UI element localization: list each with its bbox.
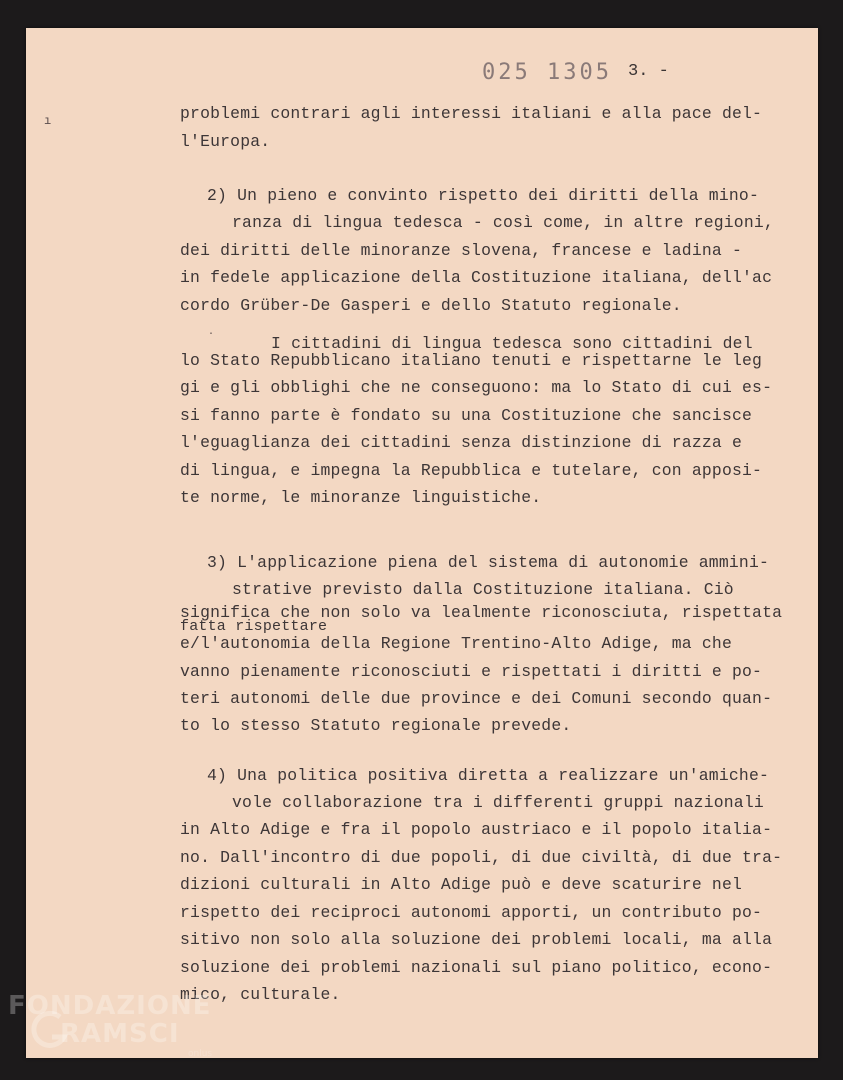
archive-stamp-number: 025 1305 xyxy=(482,60,612,85)
text-line: dei diritti delle minoranze slovena, francese e ladina - xyxy=(180,241,743,260)
text-line: vole collaborazione tra i differenti gruppi nazionali xyxy=(232,793,764,812)
text-line: si fanno parte è fondato su una Costituzione che sancisce xyxy=(180,406,753,425)
text-line: mico, culturale. xyxy=(180,985,341,1004)
text-line: 2) Un pieno e convinto rispetto dei diritti della mino- xyxy=(207,186,759,205)
text-line: no. Dall'incontro di due popoli, di due civiltà, di due tra- xyxy=(180,848,783,867)
margin-mark: ı xyxy=(44,114,52,128)
text-line: in Alto Adige e fra il popolo austriaco e il popolo italia- xyxy=(180,820,773,839)
text-line: vanno pienamente riconosciuti e rispettati i diritti e po- xyxy=(180,662,763,681)
text-line: sitivo non solo alla soluzione dei problemi locali, ma alla xyxy=(180,930,773,949)
text-line: l'Europa. xyxy=(180,132,271,151)
text-line: problemi contrari agli interessi italiani e alla pace del- xyxy=(180,104,763,123)
inserted-line: fatta rispettare xyxy=(180,618,328,635)
text-line: di lingua, e impegna la Repubblica e tutelare, con apposi- xyxy=(180,461,763,480)
watermark-line2: RAMSCI xyxy=(60,1019,180,1049)
text-line: dizioni culturali in Alto Adige può e deve scaturire nel xyxy=(180,875,743,894)
page-number: 3. - xyxy=(628,62,669,81)
text-line: to lo stesso Statuto regionale prevede. xyxy=(180,716,572,735)
fondazione-gramsci-watermark xyxy=(0,985,220,1080)
text-line: l'eguaglianza dei cittadini senza distinzione di razza e xyxy=(180,433,743,452)
text-line: 4) Una politica positiva diretta a realizzare un'amiche- xyxy=(207,766,770,785)
text-line: teri autonomi delle due province e dei Comuni secondo quan- xyxy=(180,689,773,708)
text-line: strative previsto dalla Costituzione italiana. Ciò xyxy=(232,580,734,599)
text-line: cordo Grüber-De Gasperi e dello Statuto regionale. xyxy=(180,296,682,315)
text-line: gi e gli obblighi che ne conseguono: ma lo Stato di cui es- xyxy=(180,378,773,397)
text-line: in fedele applicazione della Costituzione italiana, dell'ac xyxy=(180,268,773,287)
watermark-line3: onlus xyxy=(188,1049,213,1059)
stray-dot: · xyxy=(208,329,215,340)
text-line: soluzione dei problemi nazionali sul piano politico, econo- xyxy=(180,958,773,977)
text-line: ranza di lingua tedesca - così come, in altre regioni, xyxy=(232,213,774,232)
text-line: rispetto dei reciproci autonomi apporti, un contributo po- xyxy=(180,903,763,922)
watermark-line1: FONDAZIONE xyxy=(8,991,212,1021)
text-line: te norme, le minoranze linguistiche. xyxy=(180,488,542,507)
text-line: significa che non solo va lealmente riconosciuta, rispettata xyxy=(180,603,783,622)
text-line: e/l'autonomia della Regione Trentino-Alto Adige, ma che xyxy=(180,634,732,653)
text-line: lo Stato Repubblicano italiano tenuti e rispettarne le leg xyxy=(180,351,763,370)
text-line: I cittadini di lingua tedesca sono cittadini del xyxy=(271,334,753,353)
text-line: 3) L'applicazione piena del sistema di autonomie ammini- xyxy=(207,553,770,572)
